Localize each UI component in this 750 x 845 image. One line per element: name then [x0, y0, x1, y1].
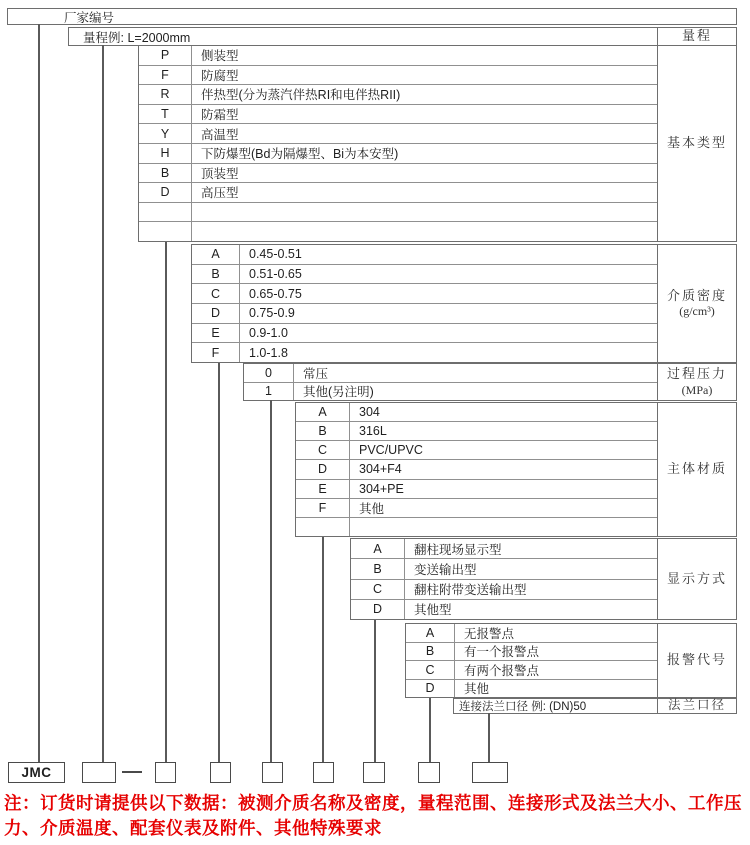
description-cell [350, 518, 657, 536]
section-label-text: 基本类型 [666, 135, 727, 151]
description-cell: PVC/UPVC [359, 443, 423, 458]
section-label [657, 364, 736, 400]
display-mode-table [351, 539, 657, 619]
table-row [192, 323, 657, 343]
section-label-text: 报警代号 [666, 652, 727, 668]
section-label [657, 245, 736, 362]
section-body-material [295, 402, 737, 537]
connector-line [38, 24, 40, 762]
basic-type-table [139, 46, 657, 241]
code-cell [296, 518, 350, 536]
connector-line [102, 45, 104, 762]
alarm-table [406, 624, 657, 697]
connector-line [322, 537, 324, 762]
table-row [192, 264, 657, 284]
description-cell: 高压型 [201, 186, 239, 201]
connector-line [374, 620, 376, 762]
table-row [296, 459, 657, 478]
section-label [657, 46, 736, 241]
description-cell: 侧装型 [201, 49, 239, 64]
code-box-basic-type [155, 762, 176, 783]
description-cell [192, 222, 657, 241]
connector-line [218, 363, 220, 762]
table-row [244, 382, 657, 401]
code-cell: D [296, 460, 350, 478]
code-cell: Y [139, 124, 192, 143]
section-process-pressure [243, 363, 737, 401]
table-row [296, 440, 657, 459]
section-label [657, 403, 736, 536]
material-table [296, 403, 657, 536]
description-cell: 变送输出型 [414, 562, 477, 577]
code-cell: B [406, 643, 455, 661]
description-cell: 其他型 [414, 603, 452, 618]
connector-line [270, 400, 272, 762]
table-row [244, 364, 657, 382]
code-cell: F [192, 343, 240, 362]
table-row [139, 202, 657, 222]
density-table [192, 245, 657, 362]
description-cell: 下防爆型(Bd为隔爆型、Bi为本安型) [201, 147, 399, 162]
code-box-alarm [418, 762, 440, 783]
table-row [296, 517, 657, 536]
connector-line [429, 698, 431, 762]
range-row [68, 27, 737, 46]
description-cell: 高温型 [201, 127, 239, 142]
table-row [406, 642, 657, 661]
description-cell: 翻柱现场显示型 [414, 542, 502, 557]
order-note: 注：订货时请提供以下数据：被测介质名称及密度，量程范围、连接形式及法兰大小、工作压力、介质温度、配套仪表及附件、其他特殊要求 [4, 793, 742, 839]
connector-line [165, 242, 167, 762]
code-separator-dash [122, 771, 142, 773]
table-row [296, 479, 657, 498]
section-label-text: 主体材质 [666, 461, 727, 477]
section-flange-size [453, 698, 737, 714]
code-cell: D [351, 600, 405, 619]
table-row [192, 283, 657, 303]
section-label: 法兰口径 [657, 699, 736, 713]
description-cell: 伴热型(分为蒸汽伴热RI和电伴热RII) [201, 88, 401, 103]
code-cell: B [296, 422, 350, 440]
description-cell: 0.75-0.9 [249, 306, 295, 321]
code-cell: 0 [244, 364, 294, 382]
section-label-text: 显示方式 [666, 570, 727, 586]
code-cell: P [139, 46, 192, 65]
description-cell: 304 [359, 405, 380, 420]
code-cell: E [296, 480, 350, 498]
model-prefix-box: JMC [8, 762, 65, 783]
description-cell: 1.0-1.8 [249, 345, 288, 360]
code-cell: A [406, 624, 455, 642]
code-cell: C [296, 441, 350, 459]
range-example-text: 量程例: L=2000mm [83, 30, 191, 45]
connector-line [488, 713, 490, 762]
table-row [296, 403, 657, 421]
code-box-material [313, 762, 334, 783]
table-row [351, 539, 657, 558]
description-cell: 0.9-1.0 [249, 326, 288, 341]
factory-code-label: 厂家编号 [64, 10, 115, 25]
code-cell: A [296, 403, 350, 421]
code-box-range [82, 762, 116, 783]
code-cell: 1 [244, 383, 294, 401]
table-row [139, 182, 657, 202]
code-box-display [363, 762, 385, 783]
description-cell: 有一个报警点 [464, 645, 540, 660]
description-cell: 0.65-0.75 [249, 286, 302, 301]
table-row [351, 579, 657, 599]
description-cell [192, 203, 657, 222]
table-row [296, 421, 657, 440]
code-cell: H [139, 144, 192, 163]
description-cell: 无报警点 [464, 626, 515, 641]
table-row [351, 558, 657, 578]
table-row [406, 624, 657, 642]
table-row [406, 660, 657, 679]
description-cell: 其他 [464, 682, 490, 697]
description-cell: 其他(另注明) [303, 385, 374, 400]
code-cell: C [406, 661, 455, 679]
code-cell [139, 222, 192, 241]
flange-size-text: 连接法兰口径 例: (DN)50 [459, 701, 587, 713]
code-cell: E [192, 324, 240, 343]
code-box-pressure [262, 762, 283, 783]
table-row [139, 221, 657, 241]
section-basic-type [138, 45, 737, 242]
code-cell: B [192, 265, 240, 284]
table-row [139, 163, 657, 183]
section-label [657, 539, 736, 619]
code-box-density [210, 762, 231, 783]
description-cell: 其他 [359, 501, 385, 516]
description-cell: 有两个报警点 [464, 663, 540, 678]
description-cell: 0.45-0.51 [249, 247, 302, 262]
code-box-flange [472, 762, 508, 783]
description-cell: 0.51-0.65 [249, 267, 302, 281]
table-row [406, 679, 657, 698]
section-label-unit: (g/cm³) [679, 304, 715, 319]
factory-code-row [7, 8, 737, 25]
table-row [139, 46, 657, 65]
code-cell: C [192, 284, 240, 303]
section-alarm-code [405, 623, 737, 698]
section-label-unit: (MPa) [681, 382, 713, 397]
table-row [351, 599, 657, 619]
section-label-text: 介质密度 [666, 287, 727, 303]
description-cell: 304+PE [359, 481, 404, 496]
table-row [296, 498, 657, 517]
description-cell: 顶装型 [201, 166, 239, 181]
code-cell: F [296, 499, 350, 517]
code-cell: T [139, 105, 192, 124]
code-cell: A [351, 539, 405, 558]
code-cell: D [192, 304, 240, 323]
table-row [139, 123, 657, 143]
table-row [192, 303, 657, 323]
description-cell: 防腐型 [201, 68, 239, 83]
table-row [139, 84, 657, 104]
table-row [139, 65, 657, 85]
table-row [192, 245, 657, 264]
pressure-table [244, 364, 657, 400]
code-cell [139, 203, 192, 222]
code-cell: A [192, 245, 240, 264]
code-cell: D [406, 680, 455, 698]
code-cell: F [139, 66, 192, 85]
description-cell: 翻柱附带变送输出型 [414, 583, 527, 598]
range-section-label: 量程 [657, 28, 736, 45]
code-cell: C [351, 580, 405, 599]
section-medium-density [191, 244, 737, 363]
section-label [657, 624, 736, 697]
code-cell: B [351, 559, 405, 578]
section-display-mode [350, 538, 737, 620]
table-row [139, 104, 657, 124]
table-row [139, 143, 657, 163]
code-cell: R [139, 85, 192, 104]
code-cell: B [139, 164, 192, 183]
section-label-text: 过程压力 [666, 366, 727, 382]
description-cell: 常压 [303, 366, 329, 381]
description-cell: 防霜型 [201, 108, 239, 123]
table-row [192, 342, 657, 362]
description-cell: 316L [359, 424, 387, 439]
description-cell: 304+F4 [359, 462, 402, 477]
code-cell: D [139, 183, 192, 202]
